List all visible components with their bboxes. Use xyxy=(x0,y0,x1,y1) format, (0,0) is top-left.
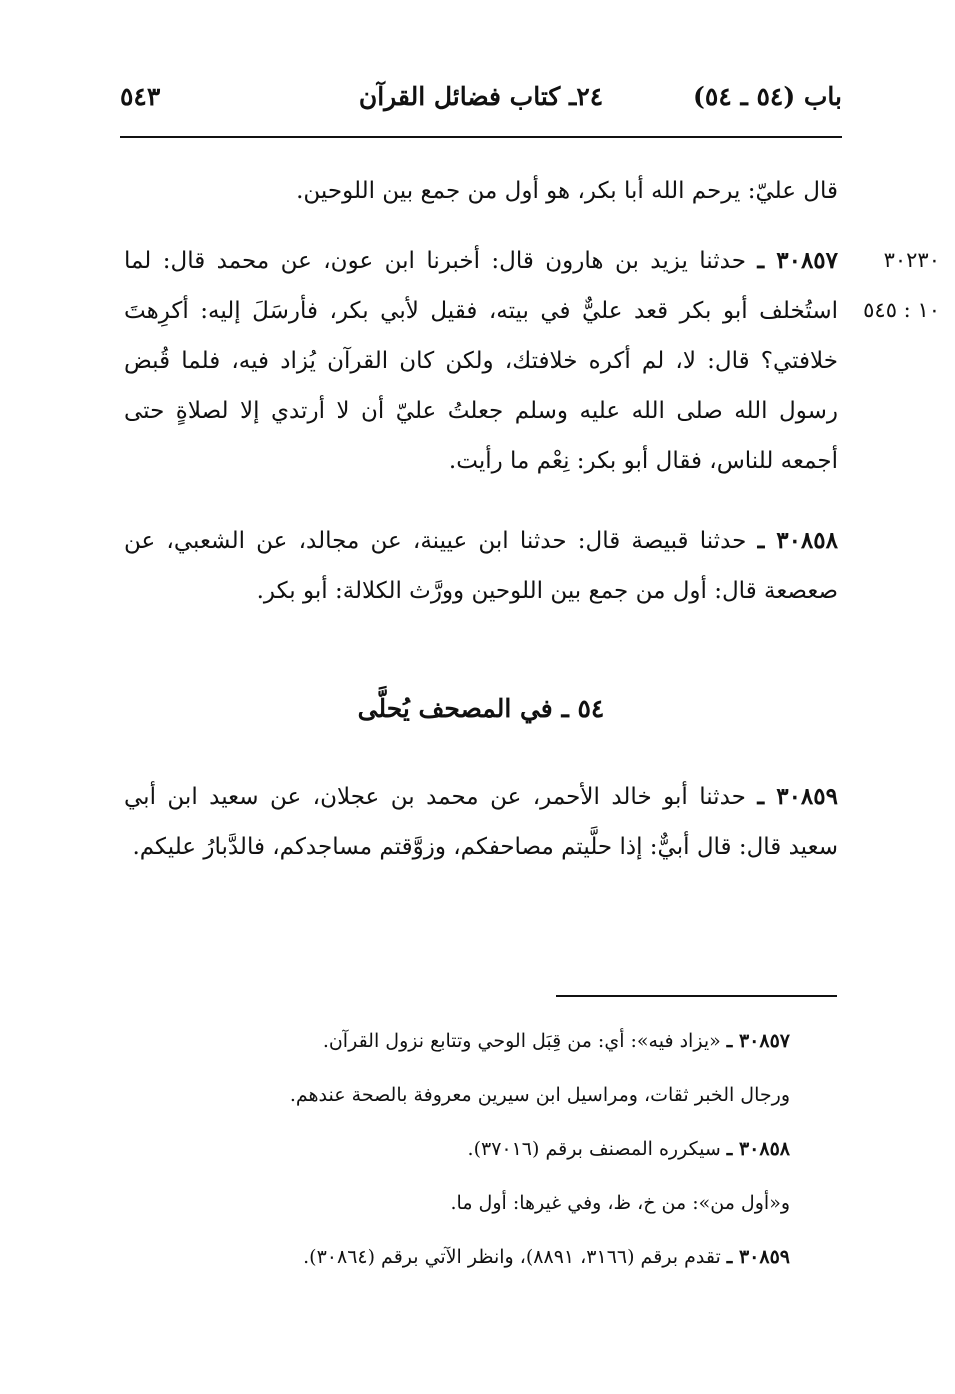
footnote-text: ورجال الخبر ثقات، ومراسيل ابن سيرين معروفة بالصحة عندهم. xyxy=(289,1084,790,1106)
hadith-entry xyxy=(124,236,838,486)
page-header xyxy=(120,82,842,130)
book-title: ٢٤ـ كتاب فضائل القرآن xyxy=(358,82,604,111)
header-rule xyxy=(120,136,842,138)
footnote-text: «يزاد فيه»: أي: من قِبَل الوحي وتتابع نزول القرآن. xyxy=(322,1030,727,1052)
footnote-number: ٣٠٨٥٩ ـ xyxy=(726,1246,790,1268)
footnote xyxy=(124,1014,790,1068)
hadith-text: حدثنا أبو خالد الأحمر، عن محمد بن عجلان، عن سعيد ابن أبي سعيد قال: قال أبيٌّ: إذا حلَّيتم مصاحفكم، وزوَّقتم مساجدكم، فالدَّبارُ عليكم. xyxy=(124,784,838,860)
hadith-entry xyxy=(124,772,838,872)
hadith-number: ٣٠٨٥٩ ـ xyxy=(757,783,838,810)
hadith-number: ٣٠٨٥٨ ـ xyxy=(757,527,838,554)
footnote-number: ٣٠٨٥٧ ـ xyxy=(726,1030,790,1052)
footnote xyxy=(124,1230,790,1284)
margin-reference: ١٠ : ٥٤٥ xyxy=(863,298,940,322)
paragraph-text: قال عليّ: يرحم الله أبا بكر، هو أول من جمع بين اللوحين. xyxy=(296,178,838,204)
footnote-text: و«أول من»: من خ، ظ، وفي غيرها: أول ما. xyxy=(450,1192,790,1214)
footnote xyxy=(124,1176,790,1230)
chapter-heading: باب (٥٤ ـ ٥٤) xyxy=(693,82,842,111)
margin-reference: ٣٠٢٣٠ xyxy=(883,248,940,272)
footnote-text: تقدم برقم (٣١٦٦، ٨٨٩١)، وانظر الآتي برقم (٣٠٨٦٤). xyxy=(303,1246,727,1268)
footnotes xyxy=(124,1014,790,1284)
footnote-number: ٣٠٨٥٨ ـ xyxy=(726,1138,790,1160)
hadith-text: حدثنا قبيصة قال: حدثنا ابن عيينة، عن مجالد، عن الشعبي، عن صعصعة قال: أول من جمع بين اللوحين وورَّث الكلالة: أبو بكر. xyxy=(124,528,838,604)
hadith-text: حدثنا يزيد بن هارون قال: أخبرنا ابن عون، عن محمد قال: لما استُخلف أبو بكر قعد عليٌّ في بيته، فقيل لأبي بكر، فأرسَلَ إليه: أكرِهتَ خلافتي؟ قال: لا، لم أكره خلافتك، ولكن كان القرآن يُزاد فيه، فلما قُبض رسول الله صلى الله عليه وسلم جعلتُ عليّ أن لا أرتدي إلا لصلاةٍ حتى أجمعه للناس، فقال أبو بكر: نِعْم ما رأيت. xyxy=(124,248,838,474)
section-title: ٥٤ ـ في المصحف يُحلَّى xyxy=(357,694,605,723)
hadith-number: ٣٠٨٥٧ ـ xyxy=(757,247,839,274)
hadith-entry xyxy=(124,516,838,616)
footnote xyxy=(124,1068,790,1122)
footnote xyxy=(124,1122,790,1176)
page-number: ٥٤٣ xyxy=(120,82,161,111)
paragraph xyxy=(124,166,838,216)
footnote-text: سيكرره المصنف برقم (٣٧٠١٦). xyxy=(467,1138,727,1160)
footnote-separator xyxy=(556,995,837,997)
